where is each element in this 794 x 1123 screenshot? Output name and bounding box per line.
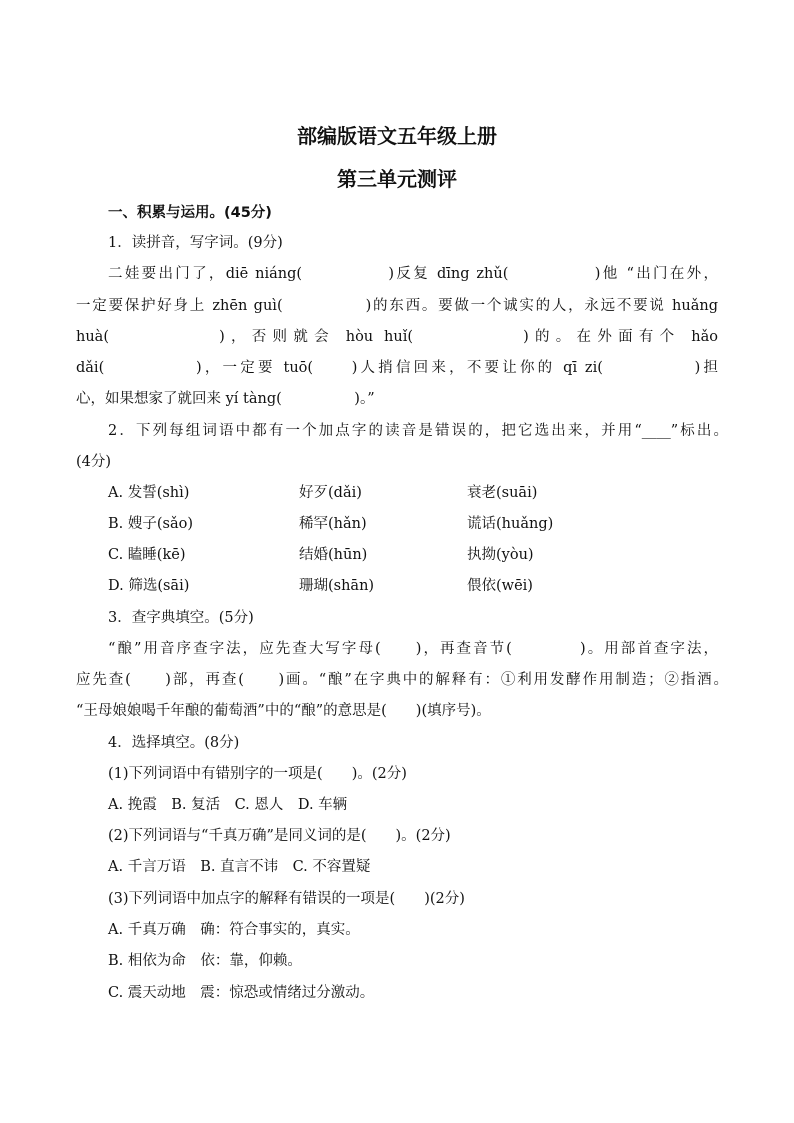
question-4-title: 4．选择填空。(8分) bbox=[108, 735, 240, 751]
page-title: 部编版语文五年级上册 bbox=[297, 124, 497, 148]
q4-options: C. 震天动地 震：惊恐或情绪过分激动。 bbox=[108, 985, 375, 1001]
q4-subquestion: (2)下列词语与“千真万确”是同义词的是( )。(2分) bbox=[108, 828, 451, 844]
q1-text-line: dǎi( )，一定要 tuō( )人捎信回来，不要让你的 qī zi( )担 bbox=[76, 360, 718, 376]
q2-option: 珊瑚(shān) bbox=[299, 578, 375, 594]
question-2-title: 2．下列每组词语中都有一个加点字的读音是错误的，把它选出来，并用“____”标出。 bbox=[108, 423, 728, 439]
q2-option: 稀罕(hǎn) bbox=[299, 516, 367, 532]
q4-options: A. 千真万确 确：符合事实的，真实。 bbox=[108, 922, 360, 938]
q1-text-line: 心，如果想家了就回来 yí tàng( )。” bbox=[76, 391, 375, 407]
q1-text-line: 一定要保护好身上 zhēn guì( )的东西。要做一个诚实的人，永远不要说 huǎng bbox=[76, 298, 718, 314]
q3-text-line: “酿”用音序查字法，应先查大写字母( )，再查音节( )。用部首查字法， bbox=[108, 641, 718, 657]
q3-text-line: 应先查( )部，再查( )画。“酿”在字典中的解释有：①利用发酵作用制造；②指酒。 bbox=[76, 672, 728, 688]
q4-subquestion: (3)下列词语中加点字的解释有错误的一项是( )(2分) bbox=[108, 891, 465, 907]
q4-subquestion: (1)下列词语中有错别字的一项是( )。(2分) bbox=[108, 766, 407, 782]
q3-text-line: “王母娘娘喝千年酿的葡萄酒”中的“酿”的意思是( )(填序号)。 bbox=[76, 703, 491, 719]
q1-text-line: huà( )，否则就会 hòu huǐ( )的。在外面有个 hǎo bbox=[76, 329, 718, 345]
q2-option: B. 嫂子(sǎo) bbox=[108, 516, 194, 532]
q4-options: A. 挽霞 B. 复活 C. 恩人 D. 车辆 bbox=[108, 797, 348, 813]
q2-option: 结婚(hūn) bbox=[299, 547, 368, 563]
q2-option: 偎依(wēi) bbox=[467, 578, 533, 594]
question-3-title: 3．查字典填空。(5分) bbox=[108, 610, 254, 626]
q1-text-line: 二娃要出门了，diē niáng( )反复 dīng zhǔ( )他 “出门在外， bbox=[108, 266, 718, 282]
q2-option: 衰老(suāi) bbox=[467, 485, 538, 501]
q4-options: A. 千言万语 B. 直言不讳 C. 不容置疑 bbox=[108, 859, 371, 875]
q2-option: D. 筛选(sāi) bbox=[108, 578, 190, 594]
question-1-title: 1．读拼音，写字词。(9分) bbox=[108, 235, 283, 251]
q2-option: C. 瞌睡(kē) bbox=[108, 547, 186, 563]
q2-option: 谎话(huǎng) bbox=[467, 516, 554, 532]
section-heading: 一、积累与运用。(45分) bbox=[108, 205, 272, 221]
q2-option: A. 发誓(shì) bbox=[108, 485, 190, 501]
q2-option: 好歹(dǎi) bbox=[299, 485, 362, 501]
q2-option: 执拗(yòu) bbox=[467, 547, 534, 563]
page-subtitle: 第三单元测评 bbox=[337, 167, 457, 191]
q4-options: B. 相依为命 依：靠，仰赖。 bbox=[108, 953, 302, 969]
question-2-points: (4分) bbox=[76, 454, 112, 470]
